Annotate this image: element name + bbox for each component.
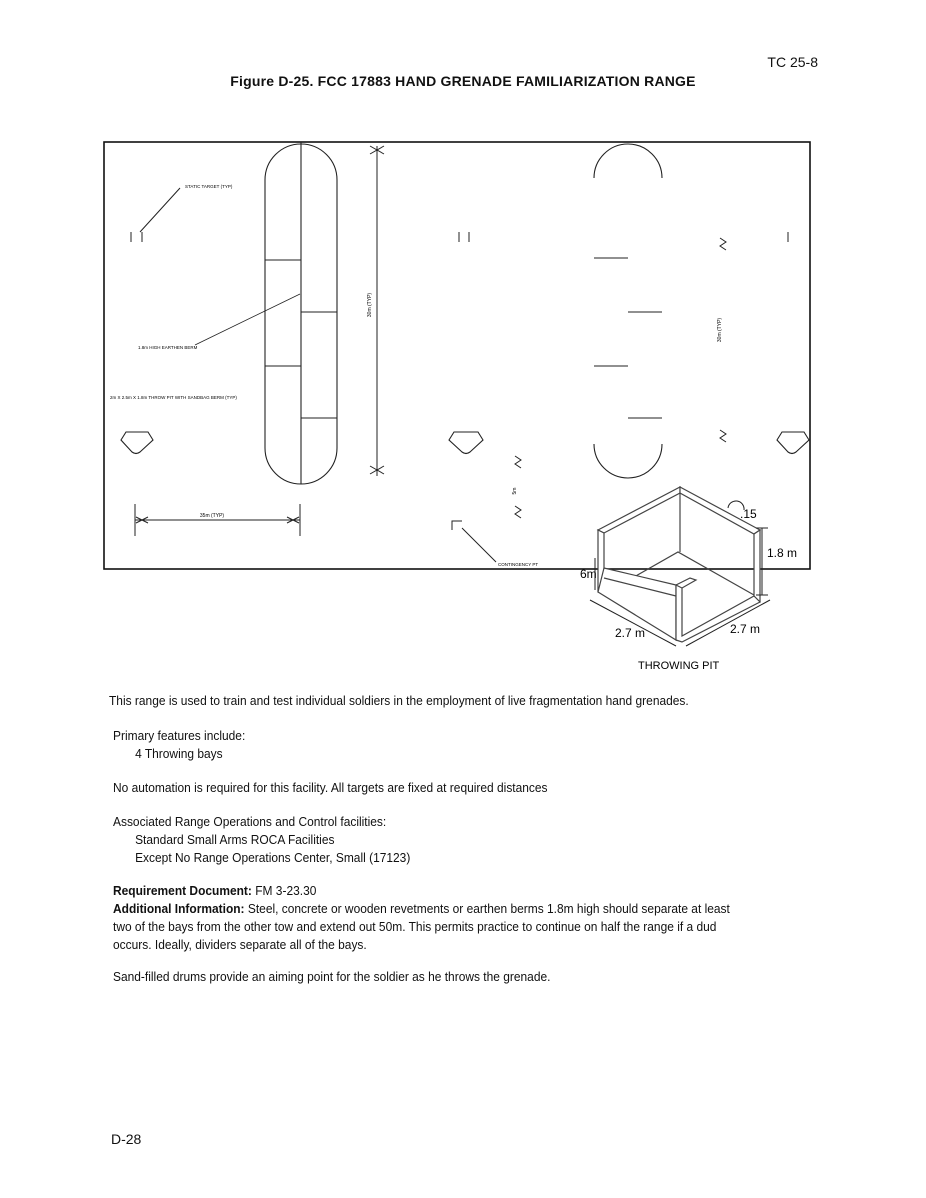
requirement-line	[113, 882, 730, 900]
contingency-point-label: CONTINGENCY PT	[498, 562, 539, 567]
right-bay-ends	[594, 144, 662, 478]
figure-title: Figure D-25. FCC 17883 HAND GRENADE FAMILIARIZATION RANGE	[230, 73, 696, 89]
earthen-berm-label: 1.8m HIGH EARTHEN BERM	[138, 345, 198, 350]
associated-item: Except No Range Operations Center, Small (17123)	[135, 850, 411, 865]
additional-line	[113, 900, 730, 918]
dim-35m-label: 35m (TYP)	[199, 513, 225, 519]
static-target-label: STATIC TARGET (TYP)	[185, 184, 233, 189]
document-id: TC 25-8	[767, 54, 818, 70]
intro-paragraph: This range is used to train and test individual soldiers in the employment of live fragmentation hand grenades.	[109, 693, 689, 708]
additional-label: Additional Information:	[113, 901, 245, 916]
right-distance-markers	[515, 238, 726, 518]
primary-feature-item: 4 Throwing bays	[135, 746, 223, 761]
requirement-label: Requirement Document:	[113, 883, 252, 898]
associated-item: Standard Small Arms ROCA Facilities	[135, 832, 335, 847]
automation-paragraph: No automation is required for this facility. All targets are fixed at required distances	[113, 780, 548, 795]
contingency-point	[452, 521, 496, 562]
primary-features-label: Primary features include:	[113, 728, 246, 743]
dim-30m-right-label: 30m (TYP)	[717, 317, 723, 343]
inset-caption: THROWING PIT	[638, 660, 720, 672]
requirement-section	[113, 882, 730, 954]
page-number: D-28	[111, 1131, 142, 1147]
additional-text: two of the bays from the other tow and extend out 50m. This permits practice to continue on half the range if a dud	[113, 919, 717, 934]
inset-dim-height: 1.8 m	[767, 546, 798, 560]
associated-facilities-section	[113, 813, 410, 867]
dimension-35m	[135, 504, 300, 536]
dim-30m-left-label: 30m (TYP)	[367, 292, 373, 318]
earthen-berm	[265, 142, 337, 484]
closing-paragraph: Sand-filled drums provide an aiming point for the soldier as he throws the grenade.	[113, 969, 551, 984]
inset-dim-width-left: 2.7 m	[615, 626, 646, 640]
static-target-icons	[131, 188, 788, 242]
throwing-pit-icons	[121, 432, 809, 454]
inset-dim-15: .15	[740, 507, 757, 521]
requirement-value: FM 3-23.30	[251, 883, 317, 898]
associated-label: Associated Range Operations and Control facilities:	[113, 814, 387, 829]
throwing-pit-note: 2m X 2.5m X 1.8m THROW PIT WITH SANDBAG BERM (TYP)	[110, 395, 237, 400]
additional-text: occurs. Ideally, dividers separate all of the bays.	[113, 937, 367, 952]
primary-features-section	[113, 727, 245, 763]
inset-dim-6m: 6m	[580, 567, 597, 581]
additional-text: Steel, concrete or wooden revetments or earthen berms 1.8m high should separate at least	[244, 901, 730, 916]
dim-5m-label: 5m	[512, 487, 518, 495]
inset-dim-width-right: 2.7 m	[730, 622, 761, 636]
